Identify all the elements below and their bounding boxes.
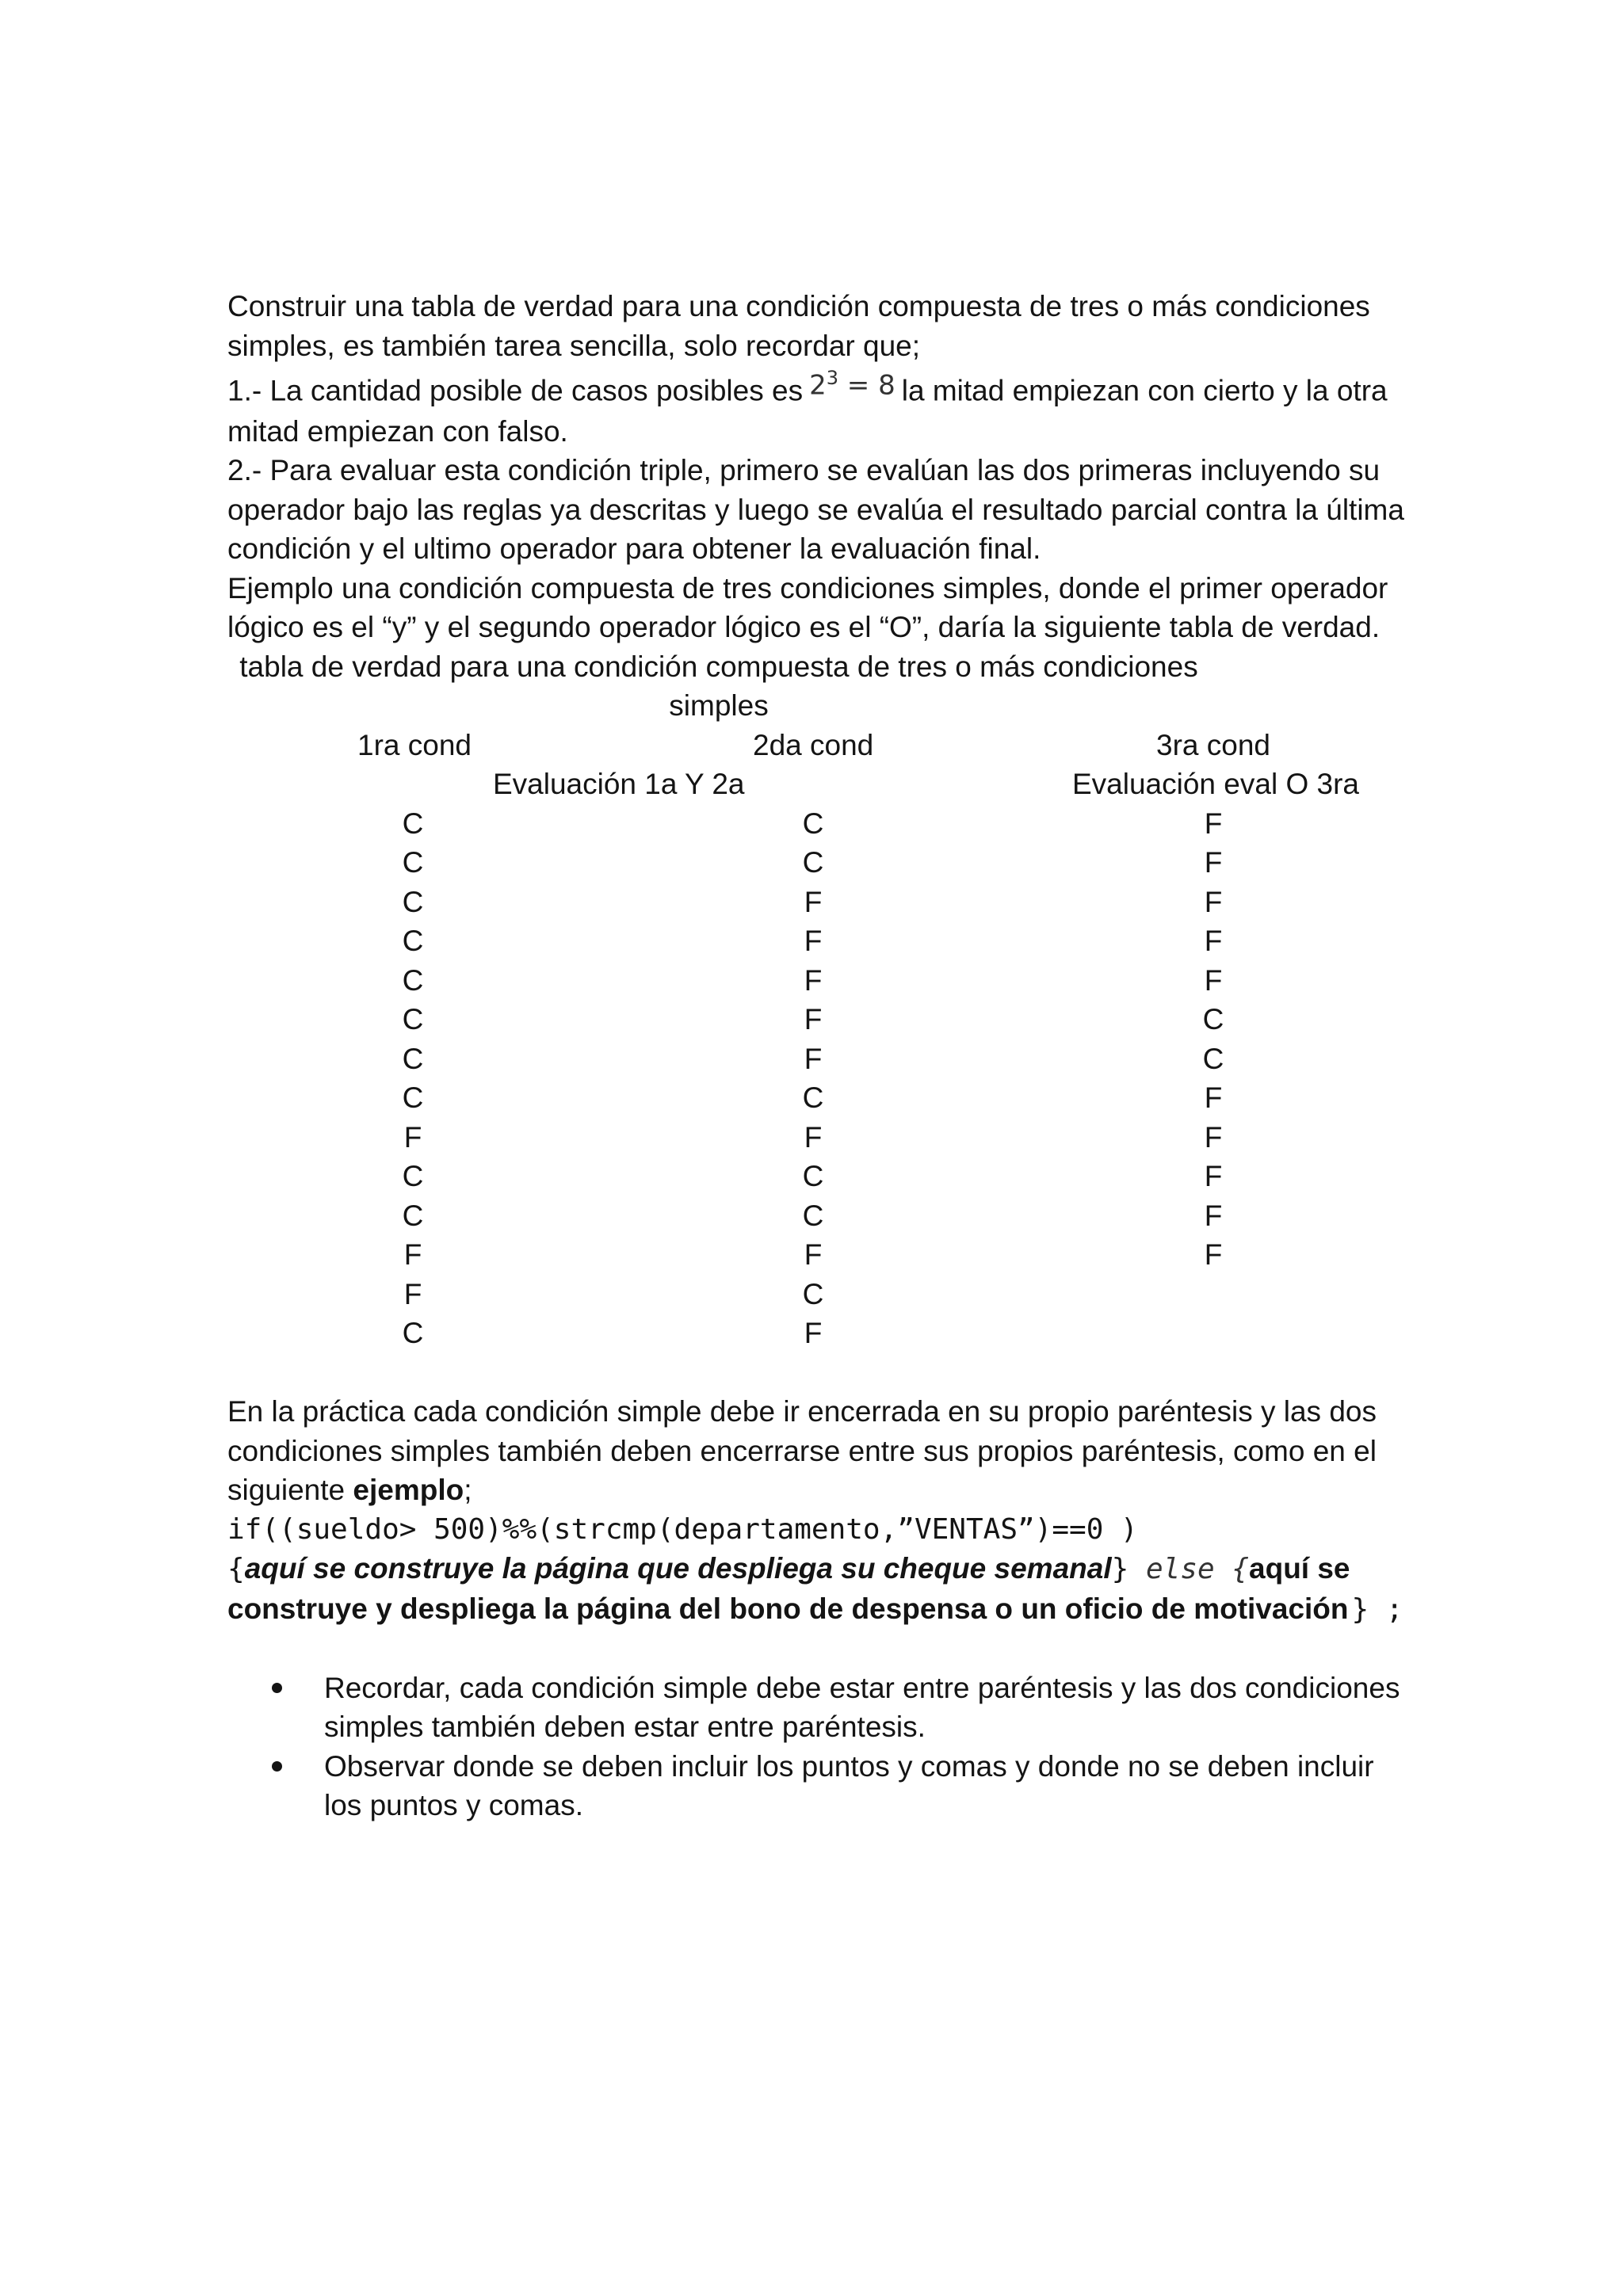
power-exponent: 3 [826,367,838,389]
example-line-1: Ejemplo una condición compuesta de tres condiciones simples, donde el primer operador [227,571,1388,605]
table-row [227,1118,1416,1158]
truth-table-body [227,804,1416,1353]
cell-col-1: C [402,885,424,918]
code-else-text-2: construye y despliega la página del bono de despensa o un oficio de motivación [227,1592,1349,1625]
cell-col-2: C [802,1199,824,1232]
cell-col-1: C [402,1081,424,1115]
table-row [227,961,1416,1001]
intro-line-2: simples, es también tarea sencilla, solo recordar que; [227,329,921,362]
cell-col-2: F [804,925,823,958]
cell-col-2: F [804,1120,823,1154]
practice-line-3-suffix: ; [464,1474,472,1507]
cell-col-1: F [403,1120,422,1154]
cell-col-2: F [804,885,823,918]
truth-table-headers [227,726,1416,804]
practice-line-2: condiciones simples también deben encerrarse entre sus propios paréntesis, como en el [227,1434,1377,1467]
cell-col-3: F [1204,885,1223,918]
notes-list [227,1669,1416,1825]
cell-col-1: C [402,807,424,840]
header-cond-1: 1ra cond [357,728,472,761]
cell-col-3: F [1204,925,1223,958]
cell-col-3: F [1204,1081,1223,1115]
practice-keyword: ejemplo [353,1474,464,1507]
truth-table-caption: tabla de verdad para una condición compuesta de tres o más condiciones simples [239,650,1198,723]
cell-col-2: C [802,846,824,879]
table-row [227,883,1416,922]
point-2-line-3: condición y el ultimo operador para obtener la evaluación final. [227,532,1041,566]
code-then-text: aquí se construye la página que despliega su cheque semanal [244,1552,1112,1585]
cell-col-2: F [804,963,823,997]
cell-col-1: F [403,1238,422,1272]
cell-col-2: C [802,807,824,840]
point-1-before: 1.- La cantidad posible de casos posibles es [227,374,804,407]
table-row [227,1235,1416,1275]
list-item-line-1: Observar donde se deben incluir los puntos y comas y donde no se deben incluir [324,1749,1374,1783]
cell-col-2: F [804,1003,823,1036]
blank-line [227,1629,1416,1669]
cell-col-2: C [802,1160,824,1193]
table-row [227,1078,1416,1118]
cell-col-3: F [1204,1120,1223,1154]
header-eval-final: Evaluación eval O 3ra [1072,768,1359,801]
list-item-line-1: Recordar, cada condición simple debe estar entre paréntesis y las dos condiciones [324,1671,1400,1704]
code-else-keyword: else { [1145,1553,1250,1586]
cell-col-3: F [1204,963,1223,997]
cell-col-3: F [1204,846,1223,879]
cell-col-1: C [402,1003,424,1036]
intro-line-1: Construir una tabla de verdad para una condición compuesta de tres o más condiciones [227,290,1370,322]
table-row [227,1157,1416,1196]
cell-col-3: F [1204,807,1223,840]
header-eval-1-2: Evaluación 1a Y 2a [493,768,745,801]
cell-col-1: C [402,1042,424,1075]
power-base: 2 [809,369,827,402]
practice-line-3-prefix: siguiente [227,1474,353,1507]
cell-col-2: F [804,1317,823,1350]
cell-col-2: F [804,1042,823,1075]
cell-col-3: F [1204,1160,1223,1193]
bullet-icon [272,1761,282,1772]
cell-col-3: C [1202,1042,1224,1075]
cell-col-1: C [402,1317,424,1350]
cell-col-3: F [1204,1238,1223,1272]
table-row [227,843,1416,883]
blank-line [227,1353,1416,1393]
table-row [227,1039,1416,1079]
header-cond-3: 3ra cond [1156,728,1270,761]
cell-col-1: C [402,963,424,997]
cell-col-3: C [1202,1003,1224,1036]
point-1-line-1 [227,365,1416,412]
point-1-after: la mitad empiezan con cierto y la otra [901,374,1388,407]
list-item-line-2: simples también deben estar entre paréntesis. [324,1711,926,1744]
point-1-line-2: mitad empiezan con falso. [227,414,568,448]
practice-line-3 [227,1470,1416,1510]
code-line-2 [227,1549,1416,1589]
code-brace-open: { [227,1553,245,1586]
cell-col-1: C [402,925,424,958]
point-2-line-1: 2.- Para evaluar esta condición triple, primero se evalúan las dos primeras incluyendo su [227,454,1381,487]
table-row [227,1275,1416,1314]
list-item [227,1747,1416,1825]
document-page [227,287,1416,1825]
bullet-icon [272,1683,282,1693]
cell-col-1: C [402,1199,424,1232]
example-line-2: lógico es el “y” y el segundo operador lógico es el “O”, daría la siguiente tabla de verdad. [227,611,1381,644]
header-cond-2: 2da cond [753,728,874,761]
cell-col-3: F [1204,1199,1223,1232]
point-2-line-2: operador bajo las reglas ya descritas y luego se evalúa el resultado parcial contra la última [227,493,1404,526]
cell-col-1: F [403,1277,422,1310]
practice-line-1: En la práctica cada condición simple debe ir encerrada en su propio paréntesis y las dos [227,1395,1377,1428]
code-brace-close: } [1111,1553,1146,1586]
table-row [227,804,1416,844]
cell-col-2: C [802,1277,824,1310]
cell-col-1: C [402,846,424,879]
power-expression [809,359,896,406]
code-else-text-1: aquí se [1249,1552,1350,1585]
cell-col-2: F [804,1238,823,1272]
code-line-1: if((sueldo> 500)%%(strcmp(departamento,”VENTAS”)==0 ) [227,1512,1138,1546]
power-result: = 8 [838,369,896,402]
cell-col-1: C [402,1160,424,1193]
table-row [227,921,1416,961]
table-row [227,1000,1416,1039]
table-row [227,1314,1416,1353]
code-line-3 [227,1589,1416,1630]
list-item-line-2: los puntos y comas. [324,1789,583,1822]
code-end: } ; [1351,1592,1403,1626]
list-item [227,1669,1416,1747]
table-row [227,1196,1416,1236]
cell-col-2: C [802,1081,824,1115]
